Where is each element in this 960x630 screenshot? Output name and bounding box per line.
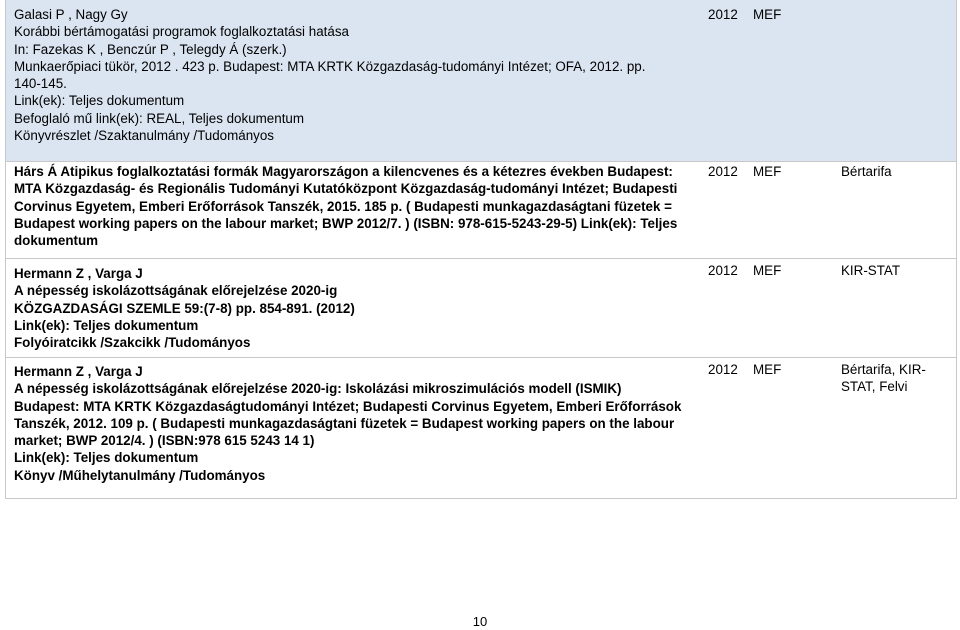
publication-table [5,0,957,499]
publication-entry [14,163,678,249]
year: 2012 [708,263,738,278]
title: A népesség iskolázottságának előrejelzése 2020-ig [14,283,338,299]
year: 2012 [708,164,738,179]
mef-tag: MEF [753,362,782,377]
publication-type: Könyv /Műhelytanulmány /Tudományos [14,467,266,483]
row-divider [6,357,956,358]
data-sources: Bértarifa, KIR-STAT, Felvi [841,362,926,395]
document-link[interactable]: Link(ek): Teljes dokumentum [14,93,185,109]
citation-line: Hárs Á Atipikus foglalkoztatási formák Magyarországon a kilencvenes és a kétezres években Budapest: [14,164,673,179]
citation-line: MTA Közgazdaság- és Regionális Tudományi Kutatóközpont Közgazdaság-tudományi Intézet; Budapesti [14,181,678,197]
year: 2012 [708,362,738,377]
citation-line[interactable]: dokumentum [14,233,99,249]
publication-type: Folyóiratcikk /Szakcikk /Tudományos [14,335,251,351]
mef-tag: MEF [753,7,782,22]
authors: Hermann Z , Varga J [14,266,143,281]
publication-entry [14,363,682,484]
publication-entry [14,265,654,351]
citation-line: Corvinus Egyetem, Emberi Erőforrások Tanszék, 2015. 185 p. ( Budapesti munkagazdaságtani füzetek = [14,198,672,214]
publication-row [6,360,956,497]
publication-type: Könyvrészlet /Szaktanulmány /Tudományos [14,128,274,144]
publisher: Budapest: MTA KRTK Közgazdaságtudományi Intézet; Budapesti Corvinus Egyetem, Emberi Erőforrások [14,398,682,414]
data-sources: KIR-STAT [841,263,901,278]
publication-entry [14,6,654,144]
mef-tag: MEF [753,164,782,179]
container-links[interactable]: Befoglaló mű link(ek): REAL, Teljes dokumentum [14,110,305,126]
authors: Hermann Z , Varga J [14,364,143,379]
citation-line[interactable]: Budapest working papers on the labour market; BWP 2012/7. ) (ISBN: 978-615-5243-29-5) Link(ek): Teljes [14,215,678,231]
row-divider [6,258,956,259]
publication-row [6,262,956,354]
page-number: 10 [472,614,488,629]
source: Munkaerőpiaci tükör, 2012 . 423 p. Budapest: MTA KRTK Közgazdaság-tudományi Intézet; OFA, 2012. pp. [14,58,646,74]
title: A népesség iskolázottságának előrejelzése 2020-ig: Iskolázási mikroszimulációs modell (ISMIK) [14,381,622,397]
isbn: market; BWP 2012/4. ) (ISBN:978 615 5243 14 1) [14,433,315,449]
publication-row [6,163,956,256]
document-link[interactable]: Link(ek): Teljes dokumentum [14,317,199,333]
data-sources: Bértarifa [841,164,892,179]
title: Korábbi bértámogatási programok foglalkoztatási hatása [14,24,349,40]
authors: Galasi P , Nagy Gy [14,7,128,22]
pages: 140-145. [14,76,67,92]
document-link[interactable]: Link(ek): Teljes dokumentum [14,450,199,466]
editors: In: Fazekas K , Benczúr P , Telegdy Á (szerk.) [14,41,287,57]
series: Tanszék, 2012. 109 p. ( Budapesti munkagazdaságtani füzetek = Budapest working papers on the labour [14,415,675,431]
journal: KÖZGAZDASÁGI SZEMLE 59:(7-8) pp. 854-891. (2012) [14,300,355,316]
mef-tag: MEF [753,263,782,278]
publication-row [6,0,956,161]
row-divider [6,161,956,162]
year: 2012 [708,7,738,22]
